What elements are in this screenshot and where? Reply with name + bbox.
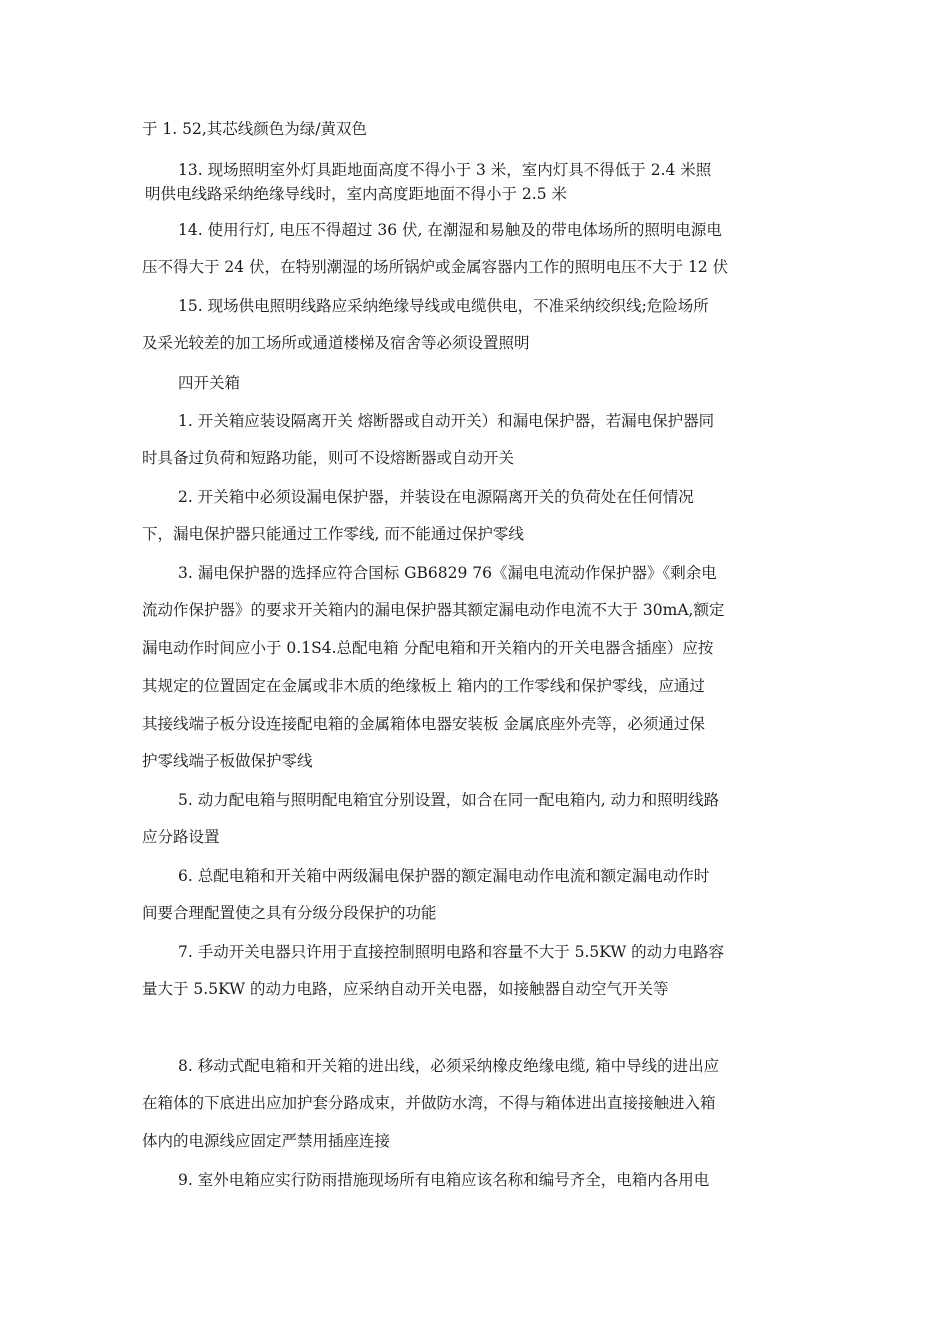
text-line: 6. 总配电箱和开关箱中两级漏电保护器的额定漏电动作电流和额定漏电动作时	[178, 867, 710, 885]
text-line: 于 1. 52,其芯线颜色为绿/黄双色	[142, 120, 368, 138]
text-line: 9. 室外电箱应实行防雨措施现场所有电箱应该名称和编号齐全，电箱内各用电	[178, 1171, 710, 1189]
text-line: 漏电动作时间应小于 0.1S4.总配电箱 分配电箱和开关箱内的开关电器含插座）应按	[142, 639, 714, 657]
text-line: 量大于 5.5KW 的动力电路，应采纳自动开关电器，如接触器自动空气开关等	[142, 980, 669, 998]
text-line: 7. 手动开关电器只许用于直接控制照明电路和容量不大于 5.5KW 的动力电路容	[178, 943, 725, 961]
text-line: 其规定的位置固定在金属或非木质的绝缘板上 箱内的工作零线和保护零线，应通过	[142, 677, 705, 695]
text-line: 护零线端子板做保护零线	[142, 752, 313, 770]
text-line: 3. 漏电保护器的选择应符合国标 GB6829 76《漏电电流动作保护器》《剩余电	[178, 564, 717, 582]
text-line: 及采光较差的加工场所或通道楼梯及宿舍等必须设置照明	[142, 334, 530, 352]
text-line: 在箱体的下底进出应加护套分路成束，并做防水湾，不得与箱体进出直接接触进入箱	[142, 1094, 716, 1112]
text-line: 2. 开关箱中必须设漏电保护器，并装设在电源隔离开关的负荷处在任何情况	[178, 488, 694, 506]
text-line: 1. 开关箱应装设隔离开关 熔断器或自动开关）和漏电保护器，若漏电保护器同	[178, 412, 715, 430]
text-line: 13. 现场照明室外灯具距地面高度不得小于 3 米，室内灯具不得低于 2.4 米照	[178, 161, 712, 179]
text-line: 时具备过负荷和短路功能，则可不设熔断器或自动开关	[142, 449, 515, 467]
text-line: 8. 移动式配电箱和开关箱的进出线，必须采纳橡皮绝缘电缆, 箱中导线的进出应	[178, 1057, 720, 1075]
text-line: 明供电线路采纳绝缘导线时，室内高度距地面不得小于 2.5 米	[145, 185, 568, 203]
section-heading: 四开关箱	[178, 374, 241, 392]
text-line: 下，漏电保护器只能通过工作零线, 而不能通过保护零线	[142, 525, 524, 543]
text-line: 应分路设置	[142, 828, 220, 846]
text-line: 体内的电源线应固定严禁用插座连接	[142, 1132, 391, 1150]
text-line: 流动作保护器》的要求开关箱内的漏电保护器其额定漏电动作电流不大于 30mA,额定	[142, 601, 725, 619]
text-line: 间要合理配置使之具有分级分段保护的功能	[142, 904, 437, 922]
text-line: 14. 使用行灯, 电压不得超过 36 伏, 在潮湿和易触及的带电体场所的照明电源电	[178, 221, 722, 239]
text-line: 15. 现场供电照明线路应采纳绝缘导线或电缆供电，不准采纳绞织线;危险场所	[178, 297, 709, 315]
text-line: 5. 动力配电箱与照明配电箱宜分别设置，如合在同一配电箱内, 动力和照明线路	[178, 791, 720, 809]
text-line: 压不得大于 24 伏，在特别潮湿的场所锅炉或金属容器内工作的照明电压不大于 12 伏	[142, 258, 729, 276]
text-line: 其接线端子板分设连接配电箱的金属箱体电器安装板 金属底座外壳等，必须通过保	[142, 715, 705, 733]
